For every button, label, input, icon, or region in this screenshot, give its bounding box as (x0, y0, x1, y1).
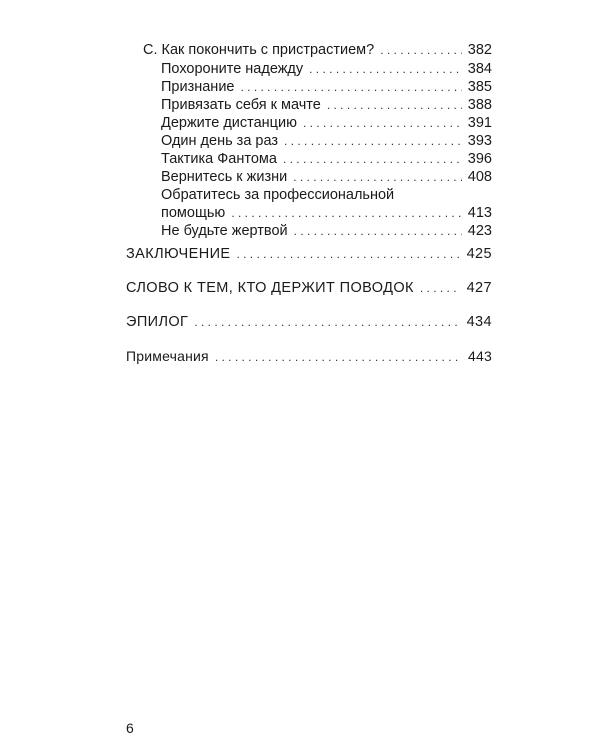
dot-leader (215, 349, 462, 366)
toc-entry-label: С. Как покончить с пристрастием? (143, 42, 375, 58)
toc-entry-page: 408 (467, 169, 492, 185)
toc-entry-label: Не будьте жертвой (161, 223, 288, 239)
toc-subitem[interactable] (161, 169, 492, 186)
toc-entry-label: Примечания (126, 348, 209, 364)
toc-main-entry[interactable] (126, 246, 492, 263)
toc-entry-page: 413 (467, 205, 492, 221)
toc-entry-page: 384 (467, 61, 492, 77)
toc-subitem[interactable] (161, 61, 492, 78)
toc-subitem[interactable] (161, 133, 492, 150)
toc-entry-page: 434 (466, 314, 492, 330)
toc-entry-page: 388 (467, 97, 492, 113)
toc-entry-page: 393 (467, 133, 492, 149)
toc-entry-page: 396 (467, 151, 492, 167)
dot-leader (236, 246, 460, 263)
dot-leader (284, 133, 462, 150)
toc-entry-label: Держите дистанцию (161, 115, 297, 131)
toc-subitem-line1[interactable]: Обратитесь за профессиональной (161, 187, 395, 203)
toc-entry-page: 385 (467, 79, 492, 95)
toc-subitem[interactable] (161, 223, 492, 240)
dot-leader (420, 280, 461, 297)
toc-entry-page: 425 (466, 246, 492, 262)
toc-entry-label: Похороните надежду (161, 61, 304, 77)
dot-leader (283, 151, 462, 168)
toc-entry-label: Тактика Фантома (161, 151, 277, 167)
toc-entry-label: СЛОВО К ТЕМ, КТО ДЕРЖИТ ПОВОДОК (126, 280, 414, 296)
toc-entry-page: 423 (467, 223, 492, 239)
toc-entry-page: 427 (466, 280, 492, 296)
toc-entry-section-c[interactable] (143, 42, 492, 59)
toc-entry-label: Вернитесь к жизни (161, 169, 288, 185)
dot-leader (293, 169, 462, 186)
toc-notes-entry[interactable] (126, 348, 492, 366)
toc-entry-label: помощью (161, 205, 226, 221)
toc-entry-label: Привязать себя к мачте (161, 97, 321, 113)
toc-entry-label: ЭПИЛОГ (126, 314, 189, 330)
dot-leader (303, 115, 462, 132)
toc-subitem[interactable] (161, 79, 492, 96)
dot-leader (327, 97, 462, 114)
page-number: 6 (126, 720, 134, 736)
toc-subitem[interactable] (161, 151, 492, 168)
toc-entry-label: Один день за раз (161, 133, 279, 149)
toc-subitem[interactable] (161, 115, 492, 132)
toc-entry-label: ЗАКЛЮЧЕНИЕ (126, 246, 231, 262)
toc-subitem[interactable] (161, 97, 492, 114)
toc-main-entry[interactable] (126, 280, 492, 297)
dot-leader (240, 79, 461, 96)
toc-entry-page: 391 (467, 115, 492, 131)
toc-entry-page: 382 (467, 42, 492, 58)
toc-entry-label: Признание (161, 79, 235, 95)
toc-main-entry[interactable] (126, 314, 492, 331)
dot-leader (231, 205, 461, 222)
dot-leader (294, 223, 462, 240)
toc-subitem[interactable] (161, 205, 492, 222)
dot-leader (194, 314, 460, 331)
toc-entry-page: 443 (468, 348, 492, 364)
dot-leader (309, 61, 462, 78)
dot-leader (380, 42, 462, 59)
